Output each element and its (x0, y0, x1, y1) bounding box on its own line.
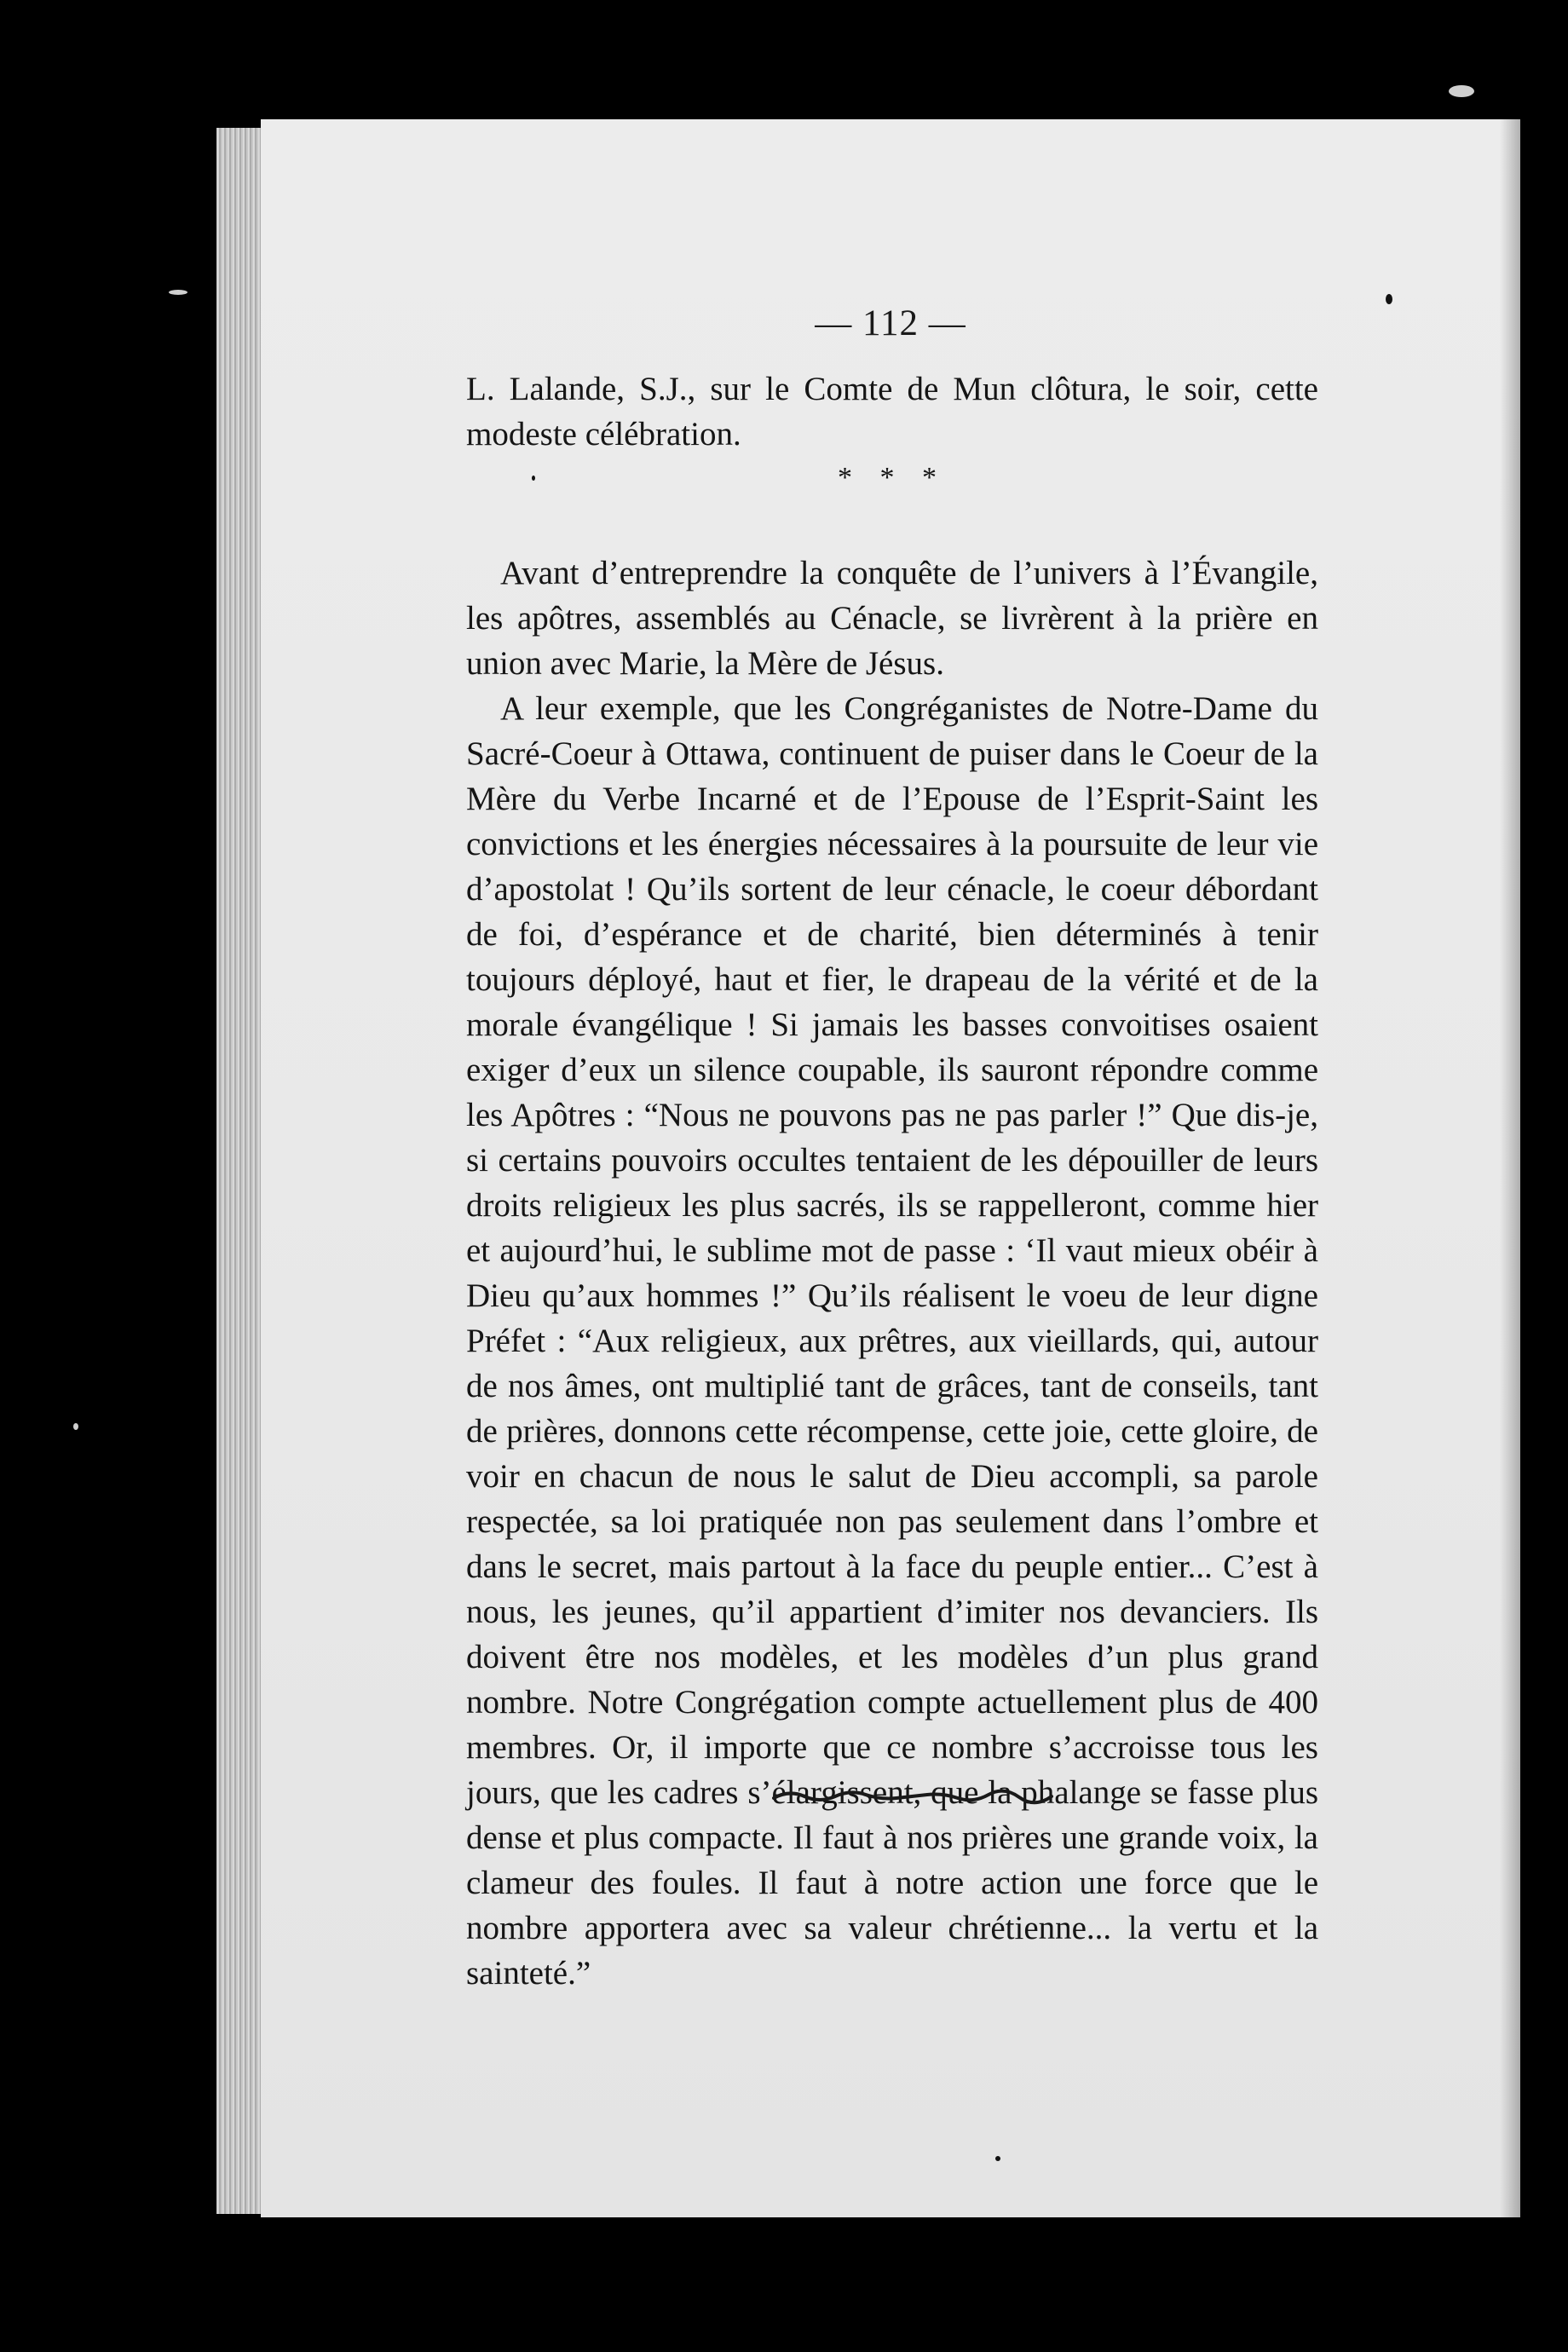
paragraph-2: A leur exemple, que les Congréganistes de Notre-Dame du Sacré-Coeur à Ottawa, continuent de puiser dans le Coeur de la Mère du Verbe Incarné et de l’Epouse de l’Esprit-Saint les convictions et les énergies nécessaires à la poursuite de leur vie d’apostolat ! Qu’ils sortent de leur cénacle, le coeur débordant de foi, d’espérance et de charité, bien déterminés à tenir toujours déployé, haut et fier, le drapeau de la vérité et de la morale évangélique ! Si jamais les basses convoitises osaient exiger d’eux un silence coupable, ils sauront répondre comme les Apôtres : “Nous ne pouvons pas ne pas parler !” Que dis-je, si certains pouvoirs occultes tentaient de les dépouiller de leurs droits religieux les plus sacrés, ils se rappelleront, comme hier et aujourd’hui, le sublime mot de passe : ‘Il vaut mieux obéir à Dieu qu’aux hommes !” Qu’ils réalisent le voeu de leur digne Préfet : “Aux religieux, aux prêtres, aux vieillards, qui, autour de nos âmes, ont multiplié tant de grâces, tant de conseils, tant de prières, donnons cette récompense, cette joie, cette gloire, de voir en chacun de nous le salut de Dieu accompli, sa parole respectée, sa loi pratiquée non pas seulement dans l’ombre et dans le secret, mais partout à la face du peuple entier... C’est à nous, les jeunes, qu’il appartient d’imiter nos devanciers. Ils doivent être nos modèles, et les modèles d’un plus grand nombre. Notre Congrégation compte actuellement plus de 400 membres. Or, il importe que ce nombre s’accroisse tous les jours, que les cadres s’élargissent, que la phalange se fasse plus dense et plus compacte. Il faut à nos prières une grande voix, la clameur des foules. Il faut à notre action une force que le nombre apportera avec sa valeur chrétienne... la vertu et la sainteté.” (466, 690, 1318, 1992)
page-number: — 112 — (815, 303, 966, 343)
wavy-rule-ornament-icon (772, 1786, 1053, 1807)
section-break-asterism: * * * (838, 462, 947, 493)
scan-speck (1449, 85, 1474, 97)
book-page (261, 119, 1520, 2217)
paragraph-1: Avant d’entreprendre la conquête de l’univers à l’Évangile, les apôtres, assemblés au Cénacle, se livrèrent à la prière en union avec Marie, la Mère de Jésus. (466, 555, 1318, 682)
book-page-edges (216, 128, 264, 2214)
continuation-paragraph: L. Lalande, S.J., sur le Comte de Mun clôtura, le soir, cette modeste célébration. (466, 371, 1318, 453)
scan-speck (169, 290, 187, 295)
scan-speck (73, 1423, 78, 1430)
body-text (466, 366, 1318, 1996)
scan-speck (1386, 294, 1392, 304)
page-gutter-shadow (1500, 119, 1520, 2217)
scan-speck (995, 2156, 1000, 2161)
scan-speck (532, 476, 535, 481)
